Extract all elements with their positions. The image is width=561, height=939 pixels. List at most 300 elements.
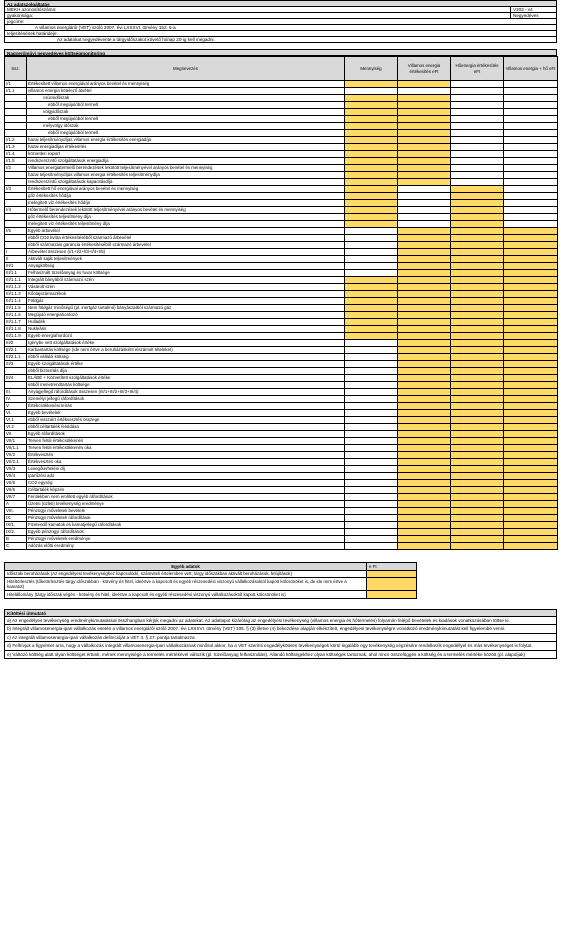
cell-mennyiseg <box>345 515 398 522</box>
hatarido-value: Az adatokat negyedévente a tárgyidőszakot követő hónap 20-ig kell megadni. <box>57 37 215 42</box>
cell-ho <box>451 165 504 172</box>
cell-villamos-ho[interactable] <box>504 368 558 375</box>
cell-villamos[interactable] <box>398 522 451 529</box>
table-row <box>5 522 558 529</box>
cell-ho[interactable] <box>451 431 504 438</box>
egyeb-row-input[interactable] <box>367 591 417 599</box>
cell-ho[interactable] <box>451 466 504 473</box>
row-label: Felhasznált tüzelőanyag és fuvar költsége <box>27 270 345 277</box>
row-ssz: I <box>5 249 27 256</box>
cell-mennyiseg[interactable] <box>345 137 398 144</box>
cell-ho[interactable] <box>451 452 504 459</box>
cell-ho[interactable] <box>451 515 504 522</box>
row-ssz: IX/1. <box>5 522 27 529</box>
cell-mennyiseg <box>345 347 398 354</box>
cell-mennyiseg[interactable] <box>345 200 398 207</box>
cell-ho[interactable] <box>451 389 504 396</box>
cell-ho <box>451 102 504 109</box>
cell-mennyiseg[interactable] <box>345 305 398 312</box>
cell-ho[interactable] <box>451 284 504 291</box>
row-label: Integrált bányából származó szén <box>27 277 345 284</box>
cell-mennyiseg[interactable] <box>345 172 398 179</box>
cell-villamos[interactable] <box>398 123 451 130</box>
cell-villamos[interactable] <box>398 480 451 487</box>
cell-villamos[interactable] <box>398 438 451 445</box>
cell-ho[interactable] <box>451 473 504 480</box>
cell-mennyiseg[interactable] <box>345 298 398 305</box>
cell-mennyiseg <box>345 522 398 529</box>
cell-villamos[interactable] <box>398 459 451 466</box>
cell-villamos[interactable] <box>398 452 451 459</box>
cell-villamos[interactable] <box>398 410 451 417</box>
cell-ho[interactable] <box>451 459 504 466</box>
cell-mennyiseg[interactable] <box>345 207 398 214</box>
cell-mennyiseg <box>345 459 398 466</box>
row-ssz: III/1.1.7 <box>5 319 27 326</box>
cell-mennyiseg[interactable] <box>345 109 398 116</box>
table-row <box>5 123 558 130</box>
cell-villamos[interactable] <box>398 508 451 515</box>
cell-villamos[interactable] <box>398 137 451 144</box>
adat-section <box>4 0 557 43</box>
cell-villamos-ho[interactable] <box>504 340 558 347</box>
row-ssz <box>5 172 27 179</box>
cell-villamos[interactable] <box>398 116 451 123</box>
cell-villamos-ho[interactable] <box>504 438 558 445</box>
cell-villamos-ho <box>504 179 558 186</box>
table-row <box>5 340 558 347</box>
cell-ho[interactable] <box>451 543 504 550</box>
cell-ho[interactable] <box>451 249 504 256</box>
cell-mennyiseg[interactable] <box>345 158 398 165</box>
cell-villamos[interactable] <box>398 291 451 298</box>
row-label: rendszerszintű szolgáltatások kapacitásdíja <box>27 179 345 186</box>
cell-mennyiseg[interactable] <box>345 165 398 172</box>
cell-villamos[interactable] <box>398 158 451 165</box>
cell-villamos[interactable] <box>398 109 451 116</box>
cell-villamos[interactable] <box>398 298 451 305</box>
cell-villamos[interactable] <box>398 144 451 151</box>
table-row <box>5 382 558 389</box>
cell-villamos[interactable] <box>398 249 451 256</box>
table-row <box>5 410 558 417</box>
hatarido-value-row <box>4 37 557 43</box>
cell-ho[interactable] <box>451 417 504 424</box>
cell-villamos-ho[interactable] <box>504 312 558 319</box>
cell-ho[interactable] <box>451 228 504 235</box>
cell-ho[interactable] <box>451 291 504 298</box>
cell-mennyiseg[interactable] <box>345 312 398 319</box>
jogcime-label: jogcíme: <box>7 19 25 24</box>
table-row <box>5 186 558 193</box>
cell-villamos-ho[interactable] <box>504 529 558 536</box>
cell-villamos-ho[interactable] <box>504 410 558 417</box>
row-label: melegített víz értékesítés hődíja <box>27 200 345 207</box>
cell-villamos-ho[interactable] <box>504 487 558 494</box>
table-row <box>5 501 558 508</box>
cell-mennyiseg <box>345 256 398 263</box>
row-ssz <box>5 382 27 389</box>
cell-villamos[interactable] <box>398 151 451 158</box>
cell-villamos <box>398 207 451 214</box>
row-label: Értékcsökkenési leírás <box>27 403 345 410</box>
cell-mennyiseg[interactable] <box>345 130 398 137</box>
cell-villamos-ho[interactable] <box>504 536 558 543</box>
cell-villamos[interactable] <box>398 543 451 550</box>
cell-villamos[interactable] <box>398 445 451 452</box>
row-label: CO2 egység <box>27 480 345 487</box>
egyeb-title: Egyéb adatok <box>5 563 367 571</box>
cell-villamos-ho[interactable] <box>504 361 558 368</box>
table-row <box>5 326 558 333</box>
table-row <box>5 473 558 480</box>
cell-villamos[interactable] <box>398 326 451 333</box>
row-label: Iparűzési adó <box>27 473 345 480</box>
cell-villamos[interactable] <box>398 368 451 375</box>
cell-villamos-ho[interactable] <box>504 326 558 333</box>
cell-mennyiseg[interactable] <box>345 319 398 326</box>
cell-mennyiseg[interactable] <box>345 291 398 298</box>
cell-villamos-ho[interactable] <box>504 480 558 487</box>
cell-villamos-ho[interactable] <box>504 431 558 438</box>
cell-villamos[interactable] <box>398 333 451 340</box>
cell-villamos-ho[interactable] <box>504 508 558 515</box>
cell-villamos-ho[interactable] <box>504 515 558 522</box>
cell-ho[interactable] <box>451 368 504 375</box>
cell-villamos-ho[interactable] <box>504 298 558 305</box>
cell-villamos-ho <box>504 123 558 130</box>
cell-villamos[interactable] <box>398 382 451 389</box>
row-label: Pénzügyi műveletek ráfordításai <box>27 515 345 522</box>
cell-villamos[interactable] <box>398 277 451 284</box>
row-label: Fizetendő kamatok és kamatjellegű ráfordítások <box>27 522 345 529</box>
cell-villamos[interactable] <box>398 95 451 102</box>
cell-mennyiseg <box>345 494 398 501</box>
cell-villamos[interactable] <box>398 473 451 480</box>
cell-villamos-ho <box>504 137 558 144</box>
cell-villamos[interactable] <box>398 165 451 172</box>
table-row <box>5 361 558 368</box>
cell-villamos[interactable] <box>398 515 451 522</box>
row-ssz: III/4 <box>5 375 27 382</box>
cell-mennyiseg[interactable] <box>345 193 398 200</box>
cell-ho[interactable] <box>451 305 504 312</box>
egyeb-row-input[interactable] <box>367 578 417 591</box>
cell-villamos[interactable] <box>398 375 451 382</box>
table-row <box>5 578 417 591</box>
cell-ho[interactable] <box>451 200 504 207</box>
cell-ho[interactable] <box>451 270 504 277</box>
cell-villamos-ho[interactable] <box>504 445 558 452</box>
cell-villamos[interactable] <box>398 396 451 403</box>
cell-villamos[interactable] <box>398 424 451 431</box>
table-row <box>5 424 558 431</box>
cell-mennyiseg[interactable] <box>345 186 398 193</box>
cell-villamos[interactable] <box>398 487 451 494</box>
cell-villamos-ho[interactable] <box>504 249 558 256</box>
cell-villamos[interactable] <box>398 172 451 179</box>
cell-villamos[interactable] <box>398 179 451 186</box>
cell-ho[interactable] <box>451 340 504 347</box>
cell-villamos-ho[interactable] <box>504 403 558 410</box>
row-label: Pénzügyi műveletek bevétele <box>27 508 345 515</box>
cell-villamos-ho[interactable] <box>504 228 558 235</box>
row-label: Egyéb szolgáltatások értéke <box>27 361 345 368</box>
table-row <box>5 319 558 326</box>
cell-ho[interactable] <box>451 312 504 319</box>
cell-villamos-ho <box>504 214 558 221</box>
cell-mennyiseg[interactable] <box>345 284 398 291</box>
cell-villamos-ho[interactable] <box>504 494 558 501</box>
cell-villamos[interactable] <box>398 536 451 543</box>
cell-ho[interactable] <box>451 410 504 417</box>
cell-ho[interactable] <box>451 319 504 326</box>
cell-villamos[interactable] <box>398 130 451 137</box>
cell-ho[interactable] <box>451 382 504 389</box>
cell-villamos-ho <box>504 151 558 158</box>
cell-ho[interactable] <box>451 186 504 193</box>
cell-villamos-ho[interactable] <box>504 291 558 298</box>
cell-mennyiseg[interactable] <box>345 151 398 158</box>
cell-ho[interactable] <box>451 207 504 214</box>
cell-villamos[interactable] <box>398 403 451 410</box>
cell-ho[interactable] <box>451 256 504 263</box>
cell-mennyiseg[interactable] <box>345 144 398 151</box>
cell-villamos[interactable] <box>398 256 451 263</box>
cell-villamos-ho <box>504 158 558 165</box>
gyak-label: gyakorisága: <box>7 13 34 18</box>
cell-villamos[interactable] <box>398 431 451 438</box>
cell-villamos-ho <box>504 172 558 179</box>
cell-ho[interactable] <box>451 522 504 529</box>
cell-ho[interactable] <box>451 193 504 200</box>
cell-ho <box>451 158 504 165</box>
cell-mennyiseg <box>345 389 398 396</box>
cell-mennyiseg[interactable] <box>345 214 398 221</box>
cell-ho[interactable] <box>451 403 504 410</box>
cell-villamos[interactable] <box>398 529 451 536</box>
row-label: ebből megújulóból termelt <box>27 130 345 137</box>
cell-villamos-ho[interactable] <box>504 270 558 277</box>
table-row <box>5 591 417 599</box>
cell-mennyiseg <box>345 487 398 494</box>
cell-villamos-ho[interactable] <box>504 305 558 312</box>
cell-villamos-ho[interactable] <box>504 319 558 326</box>
cell-villamos[interactable] <box>398 235 451 242</box>
row-label: Egyéb pénzügyi ráfordítások <box>27 529 345 536</box>
kitoltesi-section <box>4 609 557 660</box>
cell-mennyiseg[interactable] <box>345 116 398 123</box>
cell-mennyiseg[interactable] <box>345 123 398 130</box>
cell-mennyiseg[interactable] <box>345 277 398 284</box>
cell-mennyiseg[interactable] <box>345 221 398 228</box>
row-ssz: III/1.1 <box>5 270 27 277</box>
cell-villamos-ho[interactable] <box>504 424 558 431</box>
cell-villamos-ho[interactable] <box>504 452 558 459</box>
cell-ho[interactable] <box>451 438 504 445</box>
cell-villamos[interactable] <box>398 340 451 347</box>
cell-villamos-ho[interactable] <box>504 235 558 242</box>
cell-ho[interactable] <box>451 424 504 431</box>
cell-villamos-ho[interactable] <box>504 256 558 263</box>
row-ssz: I/5 <box>5 228 27 235</box>
row-ssz: I/1.3 <box>5 144 27 151</box>
cell-ho[interactable] <box>451 354 504 361</box>
cell-ho[interactable] <box>451 445 504 452</box>
cell-villamos-ho[interactable] <box>504 277 558 284</box>
table-row <box>5 116 558 123</box>
cell-mennyiseg <box>345 368 398 375</box>
cell-ho[interactable] <box>451 487 504 494</box>
cell-mennyiseg[interactable] <box>345 179 398 186</box>
cell-villamos[interactable] <box>398 102 451 109</box>
adat-title: Az adatszolgáltatás <box>4 0 557 7</box>
row-label: Földgáz <box>27 298 345 305</box>
cell-ho[interactable] <box>451 326 504 333</box>
table-row <box>5 256 558 263</box>
row-ssz: III/1.1.1 <box>5 277 27 284</box>
row-ssz: V. <box>5 403 27 410</box>
cell-ho[interactable] <box>451 529 504 536</box>
cell-villamos-ho[interactable] <box>504 466 558 473</box>
cell-ho[interactable] <box>451 536 504 543</box>
cell-ho[interactable] <box>451 333 504 340</box>
table-row <box>5 494 558 501</box>
cell-villamos-ho[interactable] <box>504 375 558 382</box>
cell-villamos[interactable] <box>398 466 451 473</box>
table-row <box>5 151 558 158</box>
cell-villamos-ho[interactable] <box>504 333 558 340</box>
cell-villamos-ho[interactable] <box>504 347 558 354</box>
row-label: Pénzügyi műveletek eredménye <box>27 536 345 543</box>
cell-ho[interactable] <box>451 361 504 368</box>
cell-mennyiseg <box>345 466 398 473</box>
cell-villamos[interactable] <box>398 305 451 312</box>
cell-villamos-ho[interactable] <box>504 382 558 389</box>
cell-ho[interactable] <box>451 508 504 515</box>
row-label: Egyéb ráfordítások <box>27 431 345 438</box>
row-label: ebből megújulóból termelt <box>27 116 345 123</box>
cell-ho[interactable] <box>451 298 504 305</box>
row-label: melegített víz értékesítés teljesítmény díja <box>27 221 345 228</box>
cell-villamos-ho[interactable] <box>504 354 558 361</box>
cell-villamos[interactable] <box>398 263 451 270</box>
cell-villamos-ho[interactable] <box>504 396 558 403</box>
table-row <box>5 536 558 543</box>
cell-villamos-ho[interactable] <box>504 543 558 550</box>
cell-ho[interactable] <box>451 375 504 382</box>
cell-ho[interactable] <box>451 347 504 354</box>
cell-ho[interactable] <box>451 235 504 242</box>
cell-villamos-ho[interactable] <box>504 284 558 291</box>
cell-mennyiseg <box>345 88 398 95</box>
cell-villamos[interactable] <box>398 354 451 361</box>
row-label: hazai teljesítménydíjas villamos energia értékesítés teljesítménydíja <box>27 172 345 179</box>
gyak-value: Negyedéves <box>510 13 556 18</box>
cell-villamos-ho[interactable] <box>504 501 558 508</box>
cell-villamos-ho[interactable] <box>504 417 558 424</box>
cell-ho[interactable] <box>451 277 504 284</box>
row-ssz: VII/7 <box>5 494 27 501</box>
cell-ho <box>451 144 504 151</box>
cell-villamos[interactable] <box>398 347 451 354</box>
cell-villamos[interactable] <box>398 501 451 508</box>
cell-villamos-ho <box>504 165 558 172</box>
cell-mennyiseg[interactable] <box>345 95 398 102</box>
cell-villamos[interactable] <box>398 319 451 326</box>
table-row <box>5 193 558 200</box>
cell-villamos-ho[interactable] <box>504 263 558 270</box>
cell-ho[interactable] <box>451 214 504 221</box>
cell-mennyiseg[interactable] <box>345 326 398 333</box>
col-ssz: Ssz. <box>5 57 27 81</box>
cell-villamos-ho[interactable] <box>504 473 558 480</box>
cell-ho[interactable] <box>451 480 504 487</box>
jogcime-value: A villamos energiáról (VET) szóló 2007. évi LXXXVI. törvény 152. 6-a <box>35 25 176 30</box>
cell-villamos[interactable] <box>398 242 451 249</box>
row-label: Anyagköltség <box>27 263 345 270</box>
row-ssz <box>5 221 27 228</box>
cell-villamos[interactable] <box>398 284 451 291</box>
cell-villamos <box>398 186 451 193</box>
cell-ho <box>451 151 504 158</box>
cell-villamos[interactable] <box>398 417 451 424</box>
cell-villamos-ho[interactable] <box>504 459 558 466</box>
cell-mennyiseg[interactable] <box>345 81 398 88</box>
cell-mennyiseg[interactable] <box>345 333 398 340</box>
col-megnevezes: Megnevezés <box>27 57 345 81</box>
cell-villamos-ho[interactable] <box>504 389 558 396</box>
cell-villamos[interactable] <box>398 270 451 277</box>
row-ssz <box>5 116 27 123</box>
cell-ho[interactable] <box>451 221 504 228</box>
cell-ho[interactable] <box>451 501 504 508</box>
table-row <box>5 529 558 536</box>
cell-ho <box>451 123 504 130</box>
table-row <box>5 305 558 312</box>
cell-villamos[interactable] <box>398 312 451 319</box>
row-ssz: IX/2. <box>5 529 27 536</box>
egyeb-row-input[interactable] <box>367 570 417 578</box>
cell-ho[interactable] <box>451 494 504 501</box>
row-label: Igénybe vett szolgáltatások értéke <box>27 340 345 347</box>
cell-ho[interactable] <box>451 263 504 270</box>
row-ssz <box>5 368 27 375</box>
table-row <box>5 207 558 214</box>
col-ho: Hőenergia értékesítés eFt <box>451 57 504 81</box>
cell-ho[interactable] <box>451 396 504 403</box>
cell-mennyiseg[interactable] <box>345 102 398 109</box>
row-label: Terven felüli értékcsökkenés oka <box>27 445 345 452</box>
cell-villamos-ho[interactable] <box>504 242 558 249</box>
cell-villamos-ho <box>504 102 558 109</box>
cell-villamos-ho <box>504 109 558 116</box>
cell-ho[interactable] <box>451 242 504 249</box>
cell-villamos-ho[interactable] <box>504 522 558 529</box>
cell-villamos-ho <box>504 81 558 88</box>
cell-villamos[interactable] <box>398 361 451 368</box>
table-row <box>5 466 558 473</box>
row-label: ebből CO2 kvóta értékesítéséből származó árbevétel <box>27 235 345 242</box>
cell-villamos <box>398 88 451 95</box>
cell-villamos[interactable] <box>398 389 451 396</box>
row-ssz: III/1.1.3 <box>5 291 27 298</box>
cell-villamos[interactable] <box>398 81 451 88</box>
cell-villamos-ho <box>504 186 558 193</box>
cell-villamos[interactable] <box>398 494 451 501</box>
cell-mennyiseg <box>345 480 398 487</box>
cell-villamos[interactable] <box>398 228 451 235</box>
